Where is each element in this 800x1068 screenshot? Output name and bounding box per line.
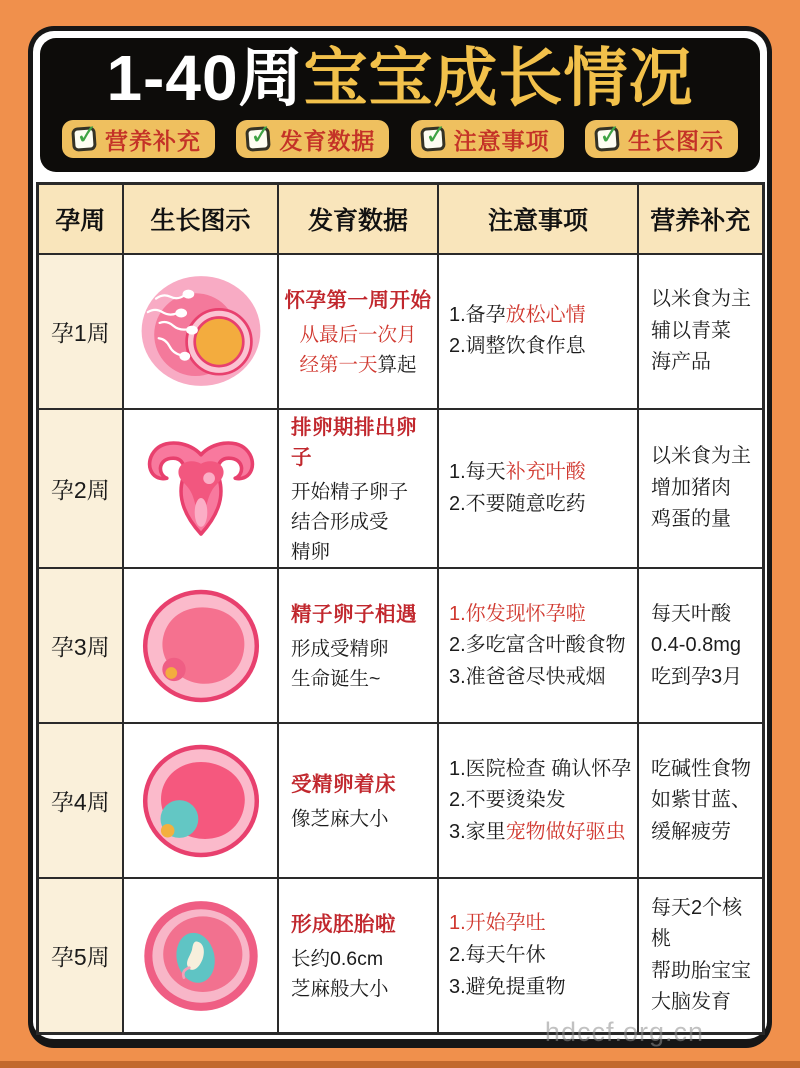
nutrition-cell: 以米食为主 辅以青菜 海产品 [638,254,763,409]
week-label: 孕5周 [37,878,123,1033]
column-header-precautions: 注意事项 [438,184,638,254]
badge-growth-illustration [585,120,738,158]
egg-implantation-illustration [138,740,264,862]
development-lines: 形成受精卵 生命诞生~ [291,638,389,691]
precautions-cell: 1.医院检查 确认怀孕 2.不要烫染发 3.家里宠物做好驱虫 [438,723,638,878]
illustration-cell [123,568,278,723]
illustration-cell [123,254,278,409]
table-row-week3 [37,568,763,723]
badge-label: 生长图示 [627,127,724,154]
uterus-illustration [138,428,264,550]
illustration-cell [123,878,278,1033]
feature-badges [52,120,748,158]
development-cell [278,568,438,723]
development-title: 精子卵子相遇 [291,603,417,627]
title-week-range: 1-40周 [106,42,304,114]
development-title: 受精卵着床 [291,773,396,797]
development-title: 排卵期排出卵子 [291,415,417,469]
development-title: 怀孕第一周开始 [284,288,432,312]
badge-development-data [236,120,389,158]
column-header-nutrition: 营养补充 [638,184,763,254]
development-lines: 开始精子卵子 结合形成受 精卵 [291,480,409,564]
badge-label: 注意事项 [453,127,550,154]
precautions-cell: 1.备孕放松心情 2.调整饮食作息 [438,254,638,409]
fertilized-egg-illustration [138,585,264,707]
column-header-development: 发育数据 [278,184,438,254]
nutrition-cell: 吃碱性食物 如紫甘蓝、 缓解疲劳 [638,723,763,878]
table-row-week1 [37,254,763,409]
table-header-row [37,184,763,254]
week-label: 孕2周 [37,409,123,569]
checkmark-icon [420,127,446,153]
header-panel [40,38,760,172]
watermark: hdccf.org.cn [544,1017,704,1047]
development-lines: 从最后一次月 经第一天算起 [299,323,417,376]
nutrition-cell: 每天2个核桃 帮助胎宝宝 大脑发育 [638,878,763,1033]
sperm-meets-egg-illustration [138,271,264,391]
checkmark-icon [71,127,97,153]
nutrition-cell: 每天叶酸 0.4-0.8mg 吃到孕3月 [638,568,763,723]
checkmark-icon [594,127,620,153]
poster-card [28,26,772,1048]
badge-precautions [411,120,564,158]
badge-nutrition [62,120,215,158]
badge-label: 发育数据 [279,127,376,154]
development-cell [278,878,438,1033]
week-label: 孕1周 [37,254,123,409]
precautions-cell: 1.开始孕吐 2.每天午休 3.避免提重物 [438,878,638,1033]
precautions-cell: 1.每天补充叶酸 2.不要随意吃药 [438,409,638,569]
bottom-edge-strip [0,1061,800,1068]
column-header-week: 孕周 [37,184,123,254]
precautions-cell: 1.你发现怀孕啦 2.多吃富含叶酸食物 3.准爸爸尽快戒烟 [438,568,638,723]
checkmark-icon [246,127,272,153]
week-label: 孕3周 [37,568,123,723]
development-title: 形成胚胎啦 [291,913,396,936]
nutrition-cell: 以米食为主 增加猪肉 鸡蛋的量 [638,409,763,569]
development-cell [278,409,438,569]
table-row-week5 [37,878,763,1033]
week-label: 孕4周 [37,723,123,878]
embryo-illustration [138,895,264,1017]
badge-label: 营养补充 [105,127,201,154]
development-cell [278,254,438,409]
development-lines: 像芝麻大小 [291,808,389,831]
illustration-cell [123,723,278,878]
table-row-week4 [37,723,763,878]
poster-title [52,42,748,114]
title-main: 宝宝成长情况 [303,42,694,114]
column-header-illustration: 生长图示 [123,184,278,254]
development-cell [278,723,438,878]
weeks-table [36,182,765,1035]
table-row-week2 [37,409,763,569]
illustration-cell [123,409,278,569]
development-lines: 长约0.6cm 芝麻般大小 [291,948,389,1001]
